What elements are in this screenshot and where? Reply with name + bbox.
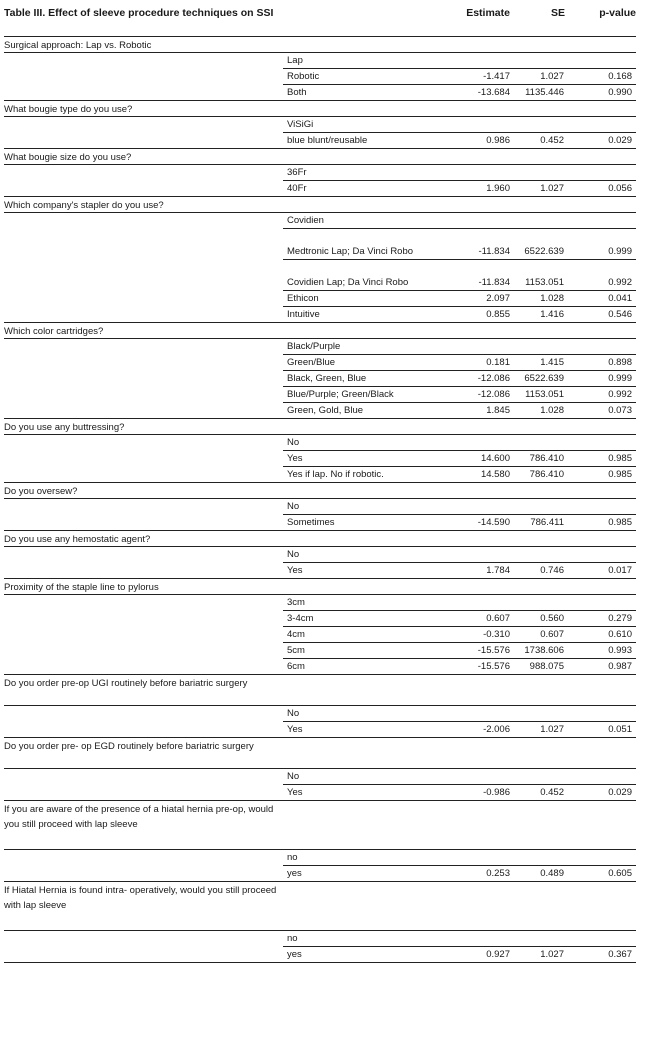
table-row [0, 768, 647, 784]
table-row [0, 370, 647, 386]
pvalue-cell: 0.029 [608, 135, 632, 146]
pvalue-cell: 0.029 [608, 787, 632, 798]
estimate-cell: -15.576 [477, 645, 510, 656]
estimate-cell: 1.960 [486, 183, 510, 194]
question-row [0, 148, 647, 164]
pvalue-cell: 0.999 [608, 373, 632, 384]
option-label: Yes [287, 453, 303, 464]
pvalue-cell: 0.546 [608, 309, 632, 320]
question-label: Do you oversew? [4, 486, 78, 497]
section-rule [4, 962, 636, 963]
pvalue-cell: 0.041 [608, 293, 632, 304]
table-row [0, 354, 647, 370]
se-cell: 1153.051 [525, 389, 564, 400]
pvalue-cell: 0.985 [608, 517, 632, 528]
se-cell: 1.027 [540, 183, 564, 194]
pvalue-cell: 0.985 [608, 453, 632, 464]
option-label: yes [287, 949, 302, 960]
table-row [0, 338, 647, 354]
table-row [0, 626, 647, 642]
se-cell: 1.028 [540, 405, 564, 416]
option-label: Yes [287, 724, 303, 735]
table-row [0, 705, 647, 721]
estimate-column-header: Estimate [466, 7, 510, 19]
se-cell: 786.411 [530, 517, 564, 528]
option-label: Black, Green, Blue [287, 373, 367, 384]
pvalue-cell: 0.985 [608, 469, 632, 480]
question-label: If Hiatal Hernia is found intra- operatively, would you still proceed with lap sleeve [4, 885, 277, 911]
estimate-cell: -2.006 [483, 724, 510, 735]
question-row [0, 100, 647, 116]
pvalue-cell: 0.993 [608, 645, 632, 656]
table-row [0, 52, 647, 68]
question-label: Do you use any hemostatic agent? [4, 534, 151, 545]
table-row [0, 132, 647, 148]
question-row [0, 800, 647, 849]
table-row [0, 402, 647, 418]
table-row [0, 466, 647, 482]
table-row [0, 721, 647, 737]
pvalue-cell: 0.367 [608, 949, 632, 960]
pvalue-cell: 0.999 [608, 246, 632, 257]
option-label: 4cm [287, 629, 305, 640]
table-row [0, 594, 647, 610]
pvalue-cell: 0.073 [608, 405, 632, 416]
option-label: Intuitive [287, 309, 320, 320]
table-row [0, 514, 647, 530]
se-cell: 786.410 [529, 453, 564, 464]
estimate-cell: 1.845 [486, 405, 510, 416]
option-label: no [287, 852, 298, 863]
table-row [0, 228, 647, 259]
table-row [0, 865, 647, 881]
question-label: Do you order pre-op UGI routinely before bariatric surgery [4, 678, 248, 689]
table-row [0, 290, 647, 306]
table-row [0, 306, 647, 322]
question-label: What bougie size do you use? [4, 152, 132, 163]
estimate-cell: -0.310 [483, 629, 510, 640]
estimate-cell: -0.986 [483, 787, 510, 798]
question-label: If you are aware of the presence of a hiatal hernia pre-op, would you still proceed with lap sleeve [4, 804, 274, 830]
table-row [0, 546, 647, 562]
option-label: Robotic [287, 71, 320, 82]
table-row [0, 164, 647, 180]
pvalue-cell: 0.990 [608, 87, 632, 98]
question-label: Which color cartridges? [4, 326, 104, 337]
estimate-cell: -15.576 [477, 661, 510, 672]
question-label: Surgical approach: Lap vs. Robotic [4, 40, 152, 51]
pvalue-cell: 0.898 [608, 357, 632, 368]
table-row [0, 259, 647, 290]
estimate-cell: 0.855 [486, 309, 510, 320]
option-label: Yes [287, 565, 303, 576]
se-cell: 0.452 [540, 787, 564, 798]
option-label: No [287, 708, 300, 719]
option-label: Sometimes [287, 517, 335, 528]
table-row [0, 849, 647, 865]
question-row [0, 530, 647, 546]
table-title: Table III. Effect of sleeve procedure techniques on SSI [4, 7, 274, 19]
option-label: blue blunt/reusable [287, 135, 368, 146]
pvalue-cell: 0.992 [608, 389, 632, 400]
question-label: Which company's stapler do you use? [4, 200, 164, 211]
pvalue-cell: 0.017 [608, 565, 632, 576]
question-row [0, 737, 647, 768]
option-label: No [287, 771, 300, 782]
se-cell: 988.075 [529, 661, 564, 672]
estimate-cell: 1.784 [486, 565, 510, 576]
question-row [0, 674, 647, 705]
estimate-cell: -12.086 [477, 389, 510, 400]
option-label: Covidien [287, 215, 324, 226]
table-row [0, 642, 647, 658]
pvalue-cell: 0.168 [608, 71, 632, 82]
se-cell: 0.746 [540, 565, 564, 576]
estimate-cell: -11.834 [478, 246, 510, 257]
pvalue-cell: 0.610 [608, 629, 632, 640]
pvalue-cell: 0.605 [608, 868, 632, 879]
se-cell: 0.607 [540, 629, 564, 640]
option-label: No [287, 437, 300, 448]
se-cell: 1.028 [540, 293, 564, 304]
question-row [0, 881, 647, 930]
table-row [0, 658, 647, 674]
option-label: Blue/Purple; Green/Black [287, 389, 394, 400]
se-cell: 1.027 [540, 71, 564, 82]
table-row [0, 180, 647, 196]
question-label: What bougie type do you use? [4, 104, 133, 115]
question-row [0, 578, 647, 594]
question-row [0, 196, 647, 212]
se-cell: 786.410 [529, 469, 564, 480]
se-cell: 1.027 [540, 724, 564, 735]
se-cell: 0.452 [540, 135, 564, 146]
option-label: Both [287, 87, 307, 98]
pvalue-cell: 0.279 [608, 613, 632, 624]
pvalue-cell: 0.056 [608, 183, 632, 194]
table-row [0, 562, 647, 578]
question-row [0, 322, 647, 338]
option-label: Covidien Lap; Da Vinci Robo [287, 277, 409, 288]
question-label: Do you order pre- op EGD routinely before bariatric surgery [4, 741, 254, 752]
table-row [0, 68, 647, 84]
question-row [0, 418, 647, 434]
option-label: Lap [287, 55, 303, 66]
table-row [0, 946, 647, 962]
estimate-cell: -1.417 [483, 71, 510, 82]
option-label: 6cm [287, 661, 305, 672]
se-cell: 0.560 [540, 613, 564, 624]
table-row [0, 386, 647, 402]
se-cell: 1738.606 [524, 645, 564, 656]
pvalue-cell: 0.051 [608, 724, 632, 735]
estimate-cell: 2.097 [486, 293, 510, 304]
estimate-cell: 0.607 [486, 613, 510, 624]
option-label: 3-4cm [287, 613, 314, 624]
option-label: ViSiGi [287, 119, 314, 130]
option-label: no [287, 933, 298, 944]
se-column-header: SE [550, 7, 565, 19]
table-row [0, 784, 647, 800]
estimate-cell: 0.253 [486, 868, 510, 879]
option-label: 40Fr [287, 183, 307, 194]
option-label: Black/Purple [287, 341, 341, 352]
table-row [0, 84, 647, 100]
estimate-cell: -12.086 [477, 373, 510, 384]
option-label: Ethicon [287, 293, 319, 304]
estimate-cell: 0.181 [486, 357, 510, 368]
se-cell: 1.416 [540, 309, 564, 320]
table-row [0, 930, 647, 946]
table-header-bar [0, 0, 647, 36]
option-label: yes [287, 868, 302, 879]
se-cell: 1135.446 [525, 87, 564, 98]
option-label: No [287, 549, 300, 560]
se-cell: 6522.639 [524, 246, 564, 257]
question-label: Proximity of the staple line to pylorus [4, 582, 159, 593]
table-row [0, 434, 647, 450]
table-row [0, 610, 647, 626]
table-row [0, 498, 647, 514]
pvalue-cell: 0.992 [608, 277, 632, 288]
table-row [0, 450, 647, 466]
se-cell: 1.415 [540, 357, 564, 368]
question-row [0, 36, 647, 52]
option-label: 3cm [287, 597, 305, 608]
se-cell: 1.027 [540, 949, 564, 960]
estimate-cell: 14.600 [480, 453, 510, 464]
question-label: Do you use any buttressing? [4, 422, 125, 433]
se-cell: 1153.051 [525, 277, 564, 288]
option-label: 5cm [287, 645, 305, 656]
table-row [0, 116, 647, 132]
option-label: Medtronic Lap; Da Vinci Robo [287, 246, 414, 257]
option-label: 36Fr [287, 167, 307, 178]
estimate-cell: 0.986 [486, 135, 510, 146]
option-label: Green, Gold, Blue [287, 405, 364, 416]
option-label: No [287, 501, 300, 512]
estimate-cell: -11.834 [478, 277, 510, 288]
se-cell: 0.489 [540, 868, 564, 879]
option-label: Yes if lap. No if robotic. [287, 469, 384, 480]
pvalue-cell: 0.987 [608, 661, 632, 672]
estimate-cell: -13.684 [477, 87, 510, 98]
option-label: Green/Blue [287, 357, 336, 368]
table-row [0, 212, 647, 228]
estimate-cell: 14.580 [480, 469, 510, 480]
question-row [0, 482, 647, 498]
option-label: Yes [287, 787, 303, 798]
estimate-cell: -14.590 [477, 517, 510, 528]
pvalue-column-header: p-value [599, 7, 636, 19]
se-cell: 6522.639 [524, 373, 564, 384]
estimate-cell: 0.927 [486, 949, 510, 960]
